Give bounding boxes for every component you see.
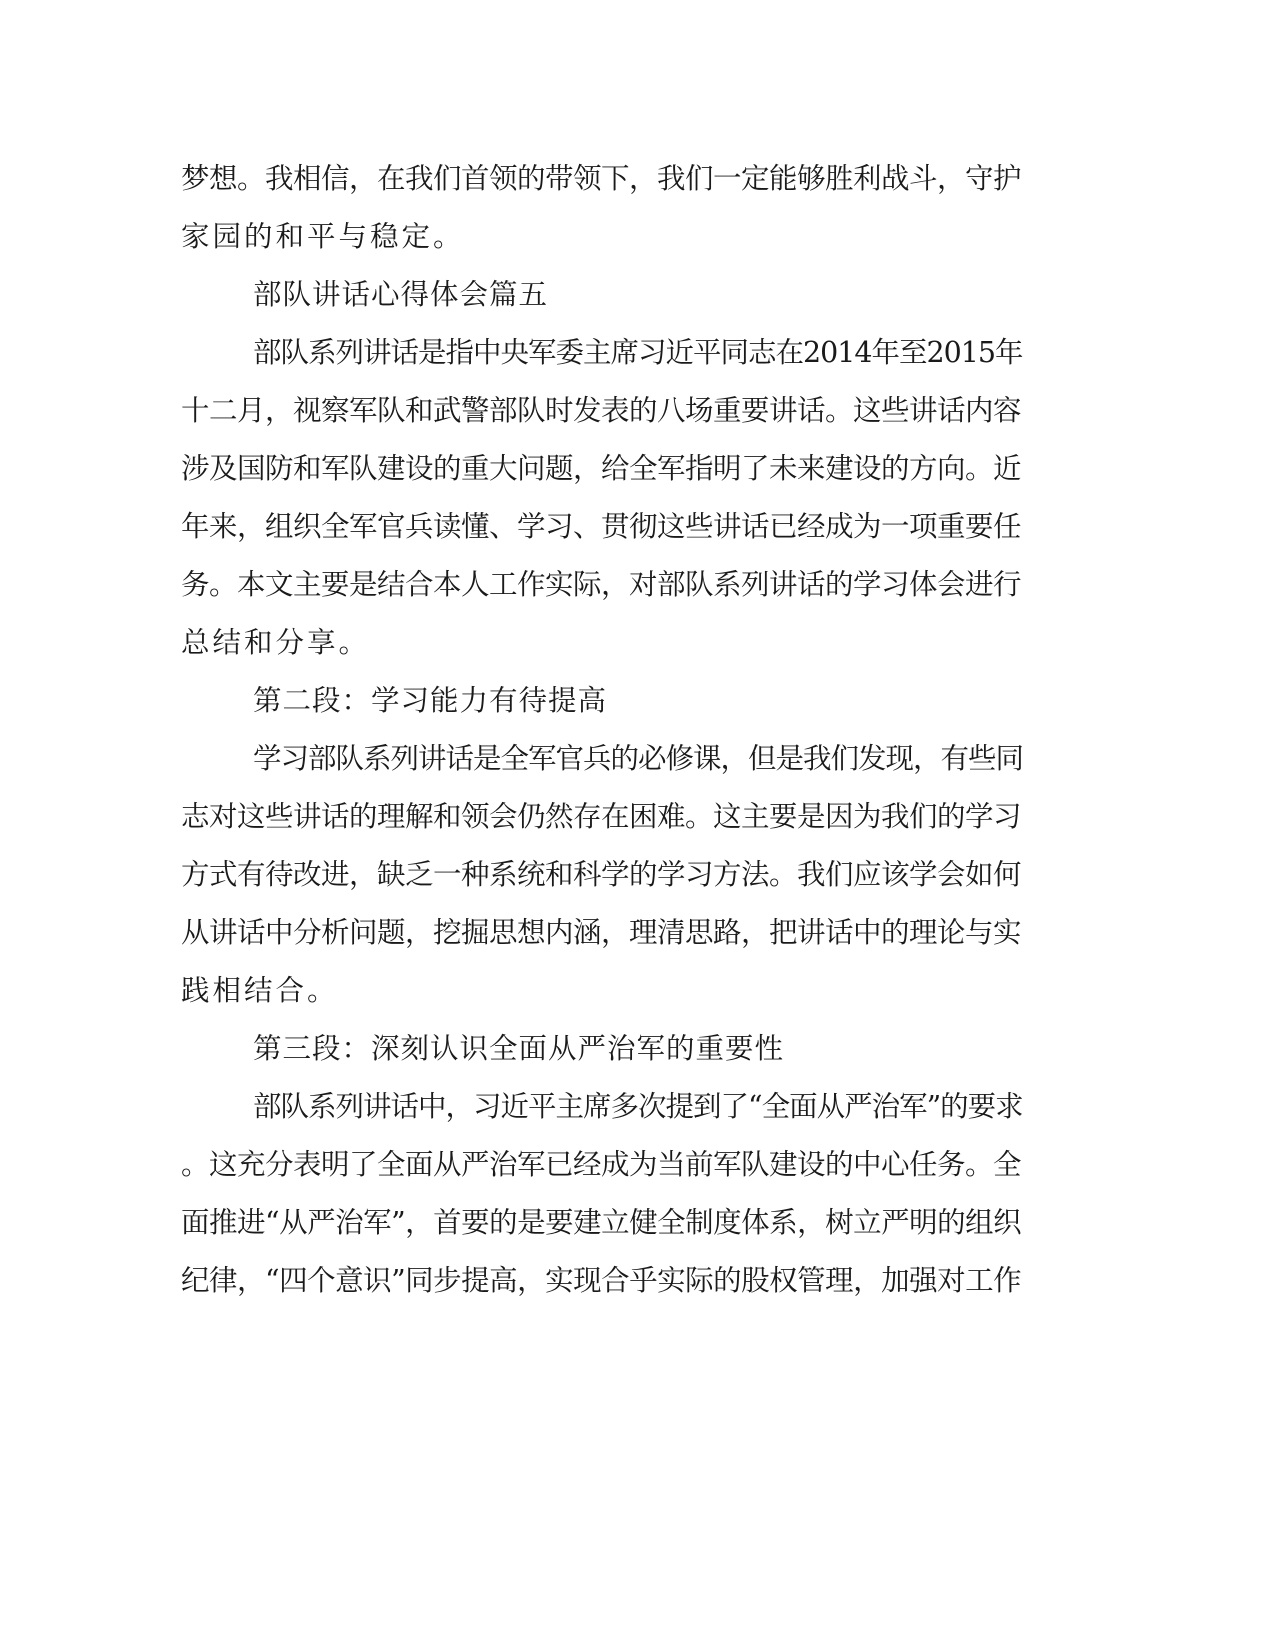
section-heading-part-three — [181, 1020, 1026, 1078]
text-line: 十二月，视察军队和武警部队时发表的八场重要讲话。这些讲话内容 — [181, 394, 1022, 427]
text-line: 面推进“从严治军”，首要的是要建立健全制度体系，树立严明的组织 — [181, 1206, 1022, 1239]
document-page — [181, 150, 1026, 1310]
text-line: 践相结合。 — [181, 974, 339, 1007]
paragraph-learning — [181, 730, 1026, 1020]
paragraph-strict-governance — [181, 1078, 1026, 1310]
text-line: 志对这些讲话的理解和领会仍然存在困难。这主要是因为我们的学习 — [181, 800, 1022, 833]
text-line: 年来，组织全军官兵读懂、学习、贯彻这些讲话已经成为一项重要任 — [181, 510, 1022, 543]
text-line: 部队系列讲话是指中央军委主席习近平同志在2014年至2015年 — [253, 336, 1023, 369]
text-line: 方式有待改进，缺乏一种系统和科学的学习方法。我们应该学会如何 — [181, 858, 1022, 891]
text-line: 总结和分享。 — [181, 626, 371, 659]
section-heading-part-two — [181, 672, 1026, 730]
section-heading-part-five — [181, 266, 1026, 324]
heading-text: 第三段：深刻认识全面从严治军的重要性 — [253, 1032, 785, 1065]
text-line: 梦想。我相信，在我们首领的带领下，我们一定能够胜利战斗，守护 — [181, 162, 1022, 195]
heading-text: 第二段：学习能力有待提高 — [253, 684, 608, 717]
text-line: 涉及国防和军队建设的重大问题，给全军指明了未来建设的方向。近 — [181, 452, 1022, 485]
text-line: 纪律，“四个意识”同步提高，实现合乎实际的股权管理，加强对工作 — [181, 1264, 1022, 1297]
text-line: 部队系列讲话中，习近平主席多次提到了“全面从严治军”的要求 — [253, 1090, 1023, 1123]
heading-text: 部队讲话心得体会篇五 — [253, 278, 549, 311]
text-line: 从讲话中分析问题，挖掘思想内涵，理清思路，把讲话中的理论与实 — [181, 916, 1022, 949]
text-line: 学习部队系列讲话是全军官兵的必修课，但是我们发现，有些同 — [253, 742, 1024, 775]
text-line: 。这充分表明了全面从严治军已经成为当前军队建设的中心任务。全 — [181, 1148, 1022, 1181]
text-line: 家园的和平与稳定。 — [181, 220, 465, 253]
paragraph-intro — [181, 324, 1026, 672]
text-line: 务。本文主要是结合本人工作实际，对部队系列讲话的学习体会进行 — [181, 568, 1022, 601]
paragraph-continuation — [181, 150, 1026, 266]
